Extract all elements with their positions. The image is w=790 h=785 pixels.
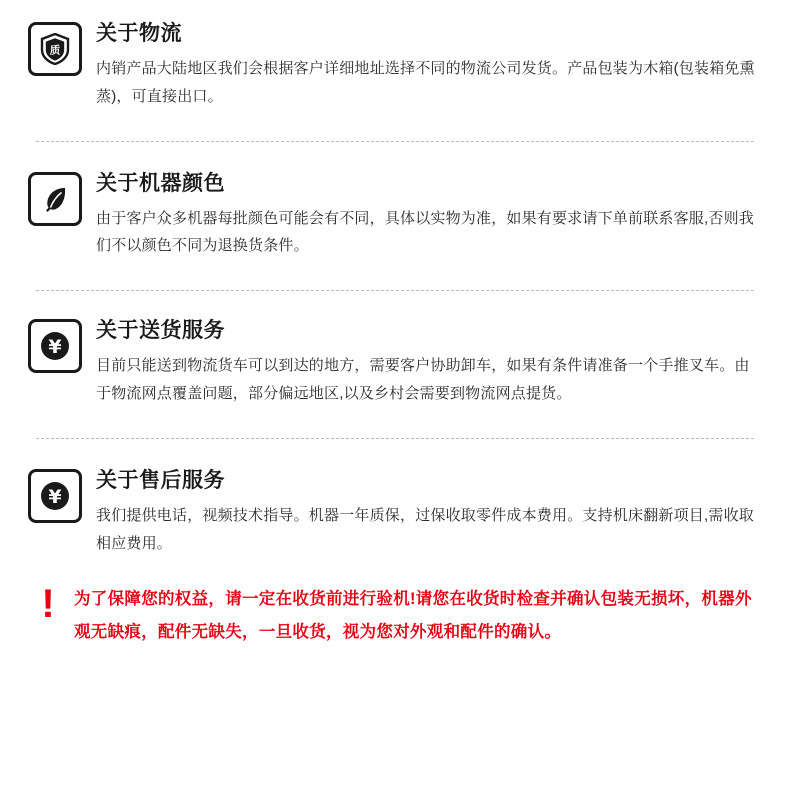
section-logistics (0, 22, 790, 111)
warning-notice (0, 583, 790, 647)
section-after-sales-service (0, 469, 790, 558)
section-body (96, 172, 762, 261)
section-text: 目前只能送到物流货车可以到达的地方，需要客户协助卸车，如果有条件请准备一个手推叉车。由于物流网点覆盖问题，部分偏远地区,以及乡村会需要到物流网点提货。 (96, 357, 750, 403)
feather-pen-icon (28, 172, 82, 226)
section-title: 关于售后服务 (96, 468, 225, 492)
section-body (96, 22, 762, 111)
yen-currency-icon (28, 469, 82, 523)
section-text: 由于客户众多机器每批颜色可能会有不同，具体以实物为准，如果有要求请下单前联系客服,否则我们不以颜色不同为退换货条件。 (96, 209, 754, 255)
exclamation-icon: ! (41, 582, 55, 627)
section-body (96, 469, 762, 558)
yen-currency-icon (28, 319, 82, 373)
svg-text:质: 质 (49, 44, 61, 57)
section-text: 我们提供电话，视频技术指导。机器一年质保，过保收取零件成本费用。支持机床翻新项目,需收取相应费用。 (96, 506, 754, 552)
svg-text:¥: ¥ (48, 485, 62, 508)
section-delivery-service (0, 319, 790, 408)
section-text: 内销产品大陆地区我们会根据客户详细地址选择不同的物流公司发货。产品包装为木箱(包装箱免熏蒸)，可直接出口。 (96, 60, 755, 105)
svg-text:¥: ¥ (48, 336, 62, 359)
shield-badge-icon (28, 22, 82, 76)
section-title: 关于物流 (96, 22, 182, 45)
section-machine-color (0, 172, 790, 261)
section-body (96, 319, 762, 408)
section-title: 关于机器颜色 (96, 171, 225, 195)
warning-notice-text: 为了保障您的权益，请一定在收货前进行验机!请您在收货时检查并确认包装无损坏，机器外观无缺痕，配件无缺失，一旦收货，视为您对外观和配件的确认。 (74, 590, 752, 641)
section-title: 关于送货服务 (96, 319, 225, 343)
